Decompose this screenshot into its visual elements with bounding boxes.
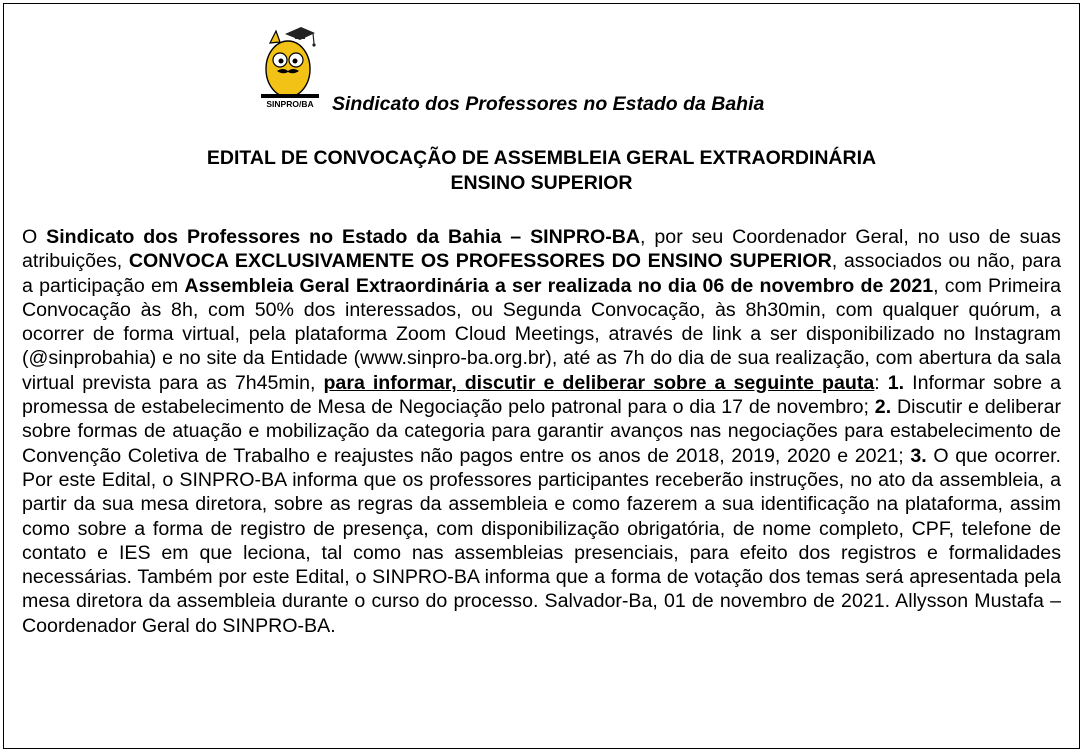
bold-text-run: 1. xyxy=(887,371,905,394)
text-run: , associados ou não, para a participação em xyxy=(22,250,1061,297)
logo-text: SINPRO/BA xyxy=(266,99,314,108)
text-run: , com Primeira Convocação às 8h, com 50% dos interessados, ou Segunda Convocação, às 8h30min, com qualquer quórum, a ocorrer de forma virtual, pela plataforma Zoom Cloud Meetings, através de link a ser disponibilizado no Instagram (@sinprobahia) e no site da Entidade (www.sinpro-ba.org.br), até as 7h do dia de sua realização, com abertura da sala virtual prevista para as 7h45min, xyxy=(22,274,1061,394)
sinpro-logo xyxy=(255,22,325,108)
text-run: : xyxy=(874,371,888,394)
bold-text-run: Assembleia Geral Extraordinária a ser realizada no dia 06 de novembro de 2021 xyxy=(184,274,934,297)
organization-name: Sindicato dos Professores no Estado da Bahia xyxy=(332,93,765,115)
text-run: , por seu Coordenador Geral, no uso de suas atribuições, xyxy=(22,226,1061,273)
text-run: O que ocorrer. Por este Edital, o SINPRO-BA informa que os professores participantes receberão instruções, no ato da assembleia, a partir da sua mesa diretora, sobre as regras da assembleia e como fazerem a sua identificação na plataforma, assim como sobre a forma de registro de presença, com disponibilização obrigatória, de nome completo, CPF, telefone de contato e IES em que leciona, tal como nas assembleias presenciais, para efeito dos registros e formalidades necessárias. Também por este Edital, o SINPRO-BA informa que a forma de votação dos temas será apresentada pela mesa diretora da assembleia durante o curso do processo. Salvador-Ba, 01 de novembro de 2021. Allysson Mustafa – Coordenador Geral do SINPRO-BA. xyxy=(22,444,1061,637)
document-subtitle: ENSINO SUPERIOR xyxy=(450,172,633,194)
text-run: O xyxy=(22,226,47,248)
owl-icon xyxy=(255,22,325,108)
underlined-text-run: para informar, discutir e deliberar sobre a seguinte pauta xyxy=(323,371,875,394)
bold-text-run: 3. xyxy=(910,444,927,467)
text-run: Informar sobre a promessa de estabelecimento de Mesa de Negociação pelo patronal para o dia 17 de novembro; xyxy=(22,371,1062,419)
bold-text-run: Sindicato dos Professores no Estado da Bahia – SINPRO-BA xyxy=(46,226,641,248)
edital-body-paragraph xyxy=(22,225,1061,638)
bold-text-run: 2. xyxy=(874,396,892,419)
document-title: EDITAL DE CONVOCAÇÃO DE ASSEMBLEIA GERAL EXTRAORDINÁRIA xyxy=(206,147,877,169)
text-run: Discutir e deliberar sobre formas de atuação e mobilização da categoria para garantir avanços nas negociações para estabelecimento de Convenção Coletiva de Trabalho e reajustes não pagos entre os anos de 2018, 2019, 2020 e 2021; xyxy=(22,396,1061,467)
bold-text-run: CONVOCA EXCLUSIVAMENTE OS PROFESSORES DO ENSINO SUPERIOR xyxy=(128,250,832,273)
